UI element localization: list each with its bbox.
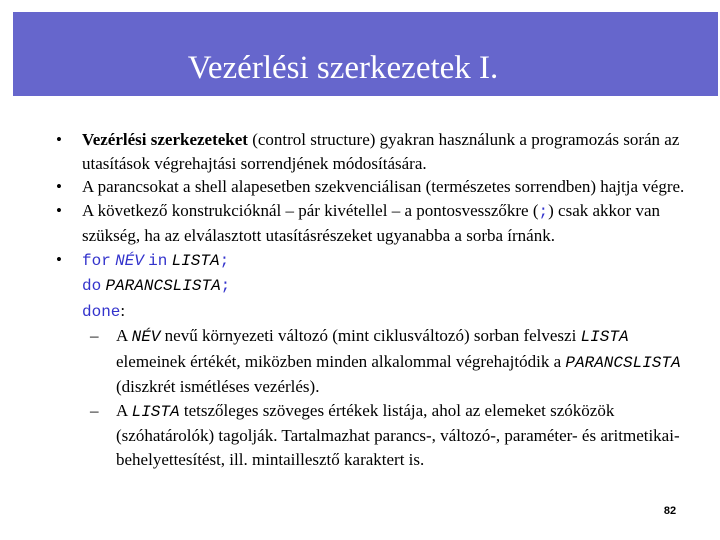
subbullet-name-variable [56,324,696,399]
bullet-text: (control structure) gyakran használunk a programozás során az utasítások végrehajtási sorrendjének módosítására. [82,130,680,173]
bullet-mark: • [56,177,62,196]
title-banner [13,12,718,96]
page-number: 82 [663,505,677,517]
code-semicolon: ; [219,251,230,270]
slide-title: Vezérlési szerkezetek I. [187,50,499,86]
sub-text: elemeinek értékét, miközben minden alkalommal végrehajtódik a [116,351,566,371]
dash-mark: – [90,326,99,345]
bullet-sequential [56,175,696,199]
bullet-text: A parancsokat a shell alapesetben szekvenciálisan (természetes sorrendben) hajtja végre. [82,177,685,196]
bullet-semicolons [56,199,696,248]
sub-text: A [116,326,132,345]
code-var-name: NÉV [115,251,144,270]
dash-mark: – [90,400,99,420]
code-list: LISTA [131,402,180,421]
bullet-for-syntax [56,248,696,325]
code-semicolon: ; [220,277,231,295]
subbullet-list-values [56,399,696,472]
sub-text: tetszőleges szöveges értékek listája, ahol az elemeket szóközök (szóhatárolók) tagolják. Tartalmazhat parancs-, változó-, paraméter- és aritmetikai-behelyettesítést, ill. mintaillesztő karaktert is. [116,400,680,469]
code-var-name: NÉV [131,328,161,346]
keyword-for: for [82,251,111,270]
slide-body [56,128,696,471]
keyword-do: do [82,277,102,295]
bullet-mark: • [56,200,62,220]
bullet-mark: • [56,249,62,269]
bullet-text: A következő konstrukcióknál – pár kivétellel – a pontosvesszőkre ( [82,200,539,220]
bullet-text: ) csak akkor van szükség, ha az elválasztott utasításrészeket ugyanabba a sorba írnánk. [82,200,661,245]
code-semicolon: ; [538,202,549,221]
bullet-control-structures [56,128,696,175]
sub-text: (diszkrét ismétléses vezérlés). [116,377,320,396]
code-list: LISTA [171,251,220,270]
code-command-list: PARANCSLISTA [565,353,681,372]
sub-text: nevű környezeti változó (mint ciklusváltozó) sorban felveszi [160,326,581,345]
code-list: LISTA [580,328,629,346]
colon: : [120,300,126,320]
bold-term: Vezérlési szerkezeteket [82,130,248,149]
bullet-mark: • [56,130,62,149]
keyword-in: in [148,251,168,270]
code-command-list: PARANCSLISTA [105,277,221,295]
sub-text: A [116,400,132,420]
title-underline [13,105,651,110]
keyword-done: done [82,302,121,321]
